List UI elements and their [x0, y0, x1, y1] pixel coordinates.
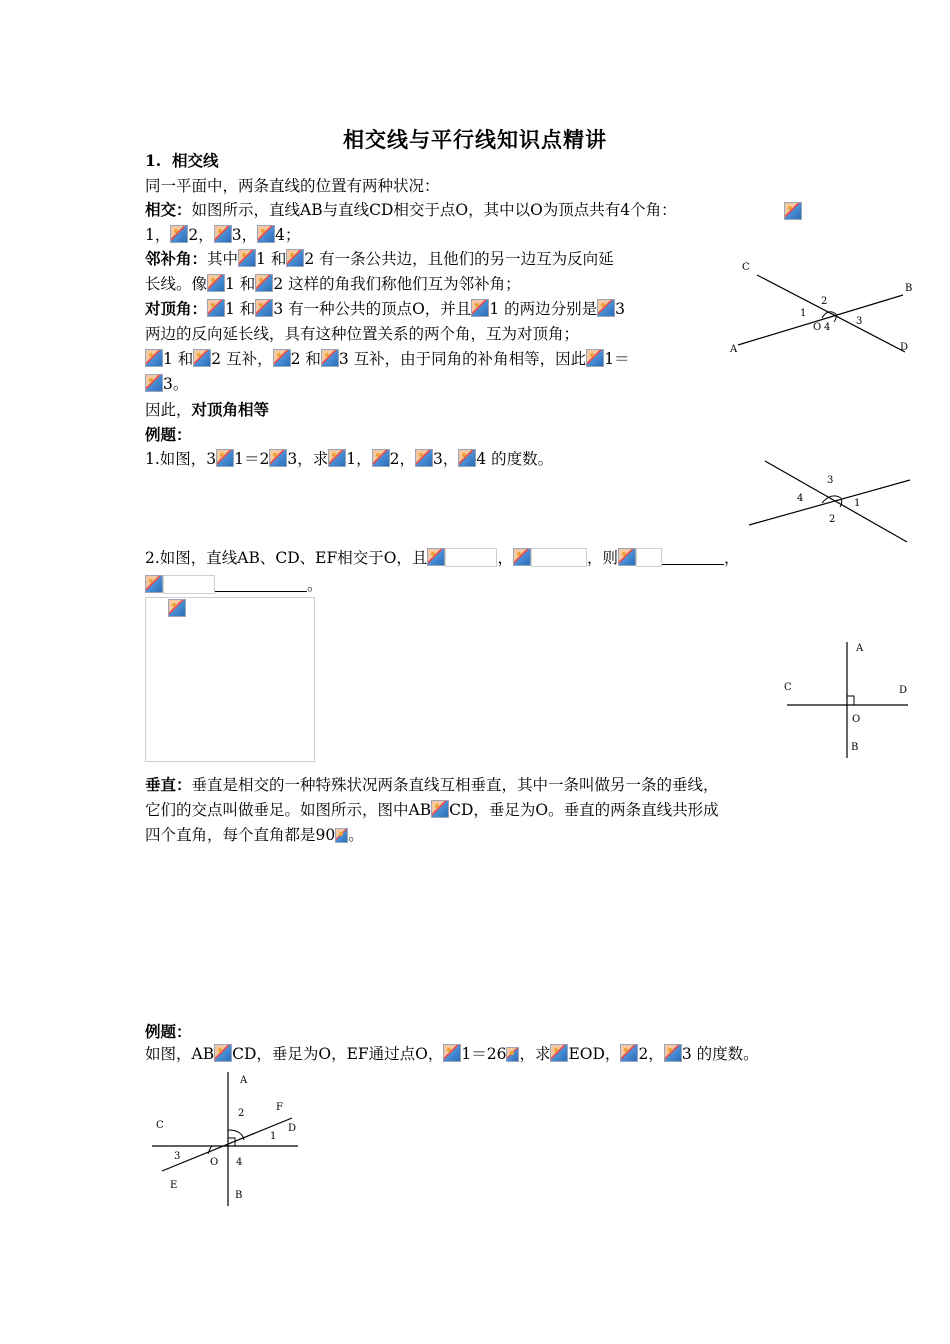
figure-example-1 [735, 455, 920, 550]
angle-symbol-icon [170, 225, 188, 243]
label-a: A [240, 1075, 248, 1086]
example-heading-3: 例题： [145, 1022, 192, 1041]
answer-blank [215, 591, 307, 592]
label-a: A [730, 344, 738, 355]
example-2-cont: 。 [145, 574, 323, 596]
angle-symbol-icon [255, 274, 273, 292]
angle-symbol-icon [458, 449, 476, 467]
figure-intersecting-lines [725, 255, 925, 365]
angle-symbol-icon [620, 1044, 638, 1062]
missing-figure-frame [145, 597, 315, 762]
intersect-text: 如图所示，直线AB与直线CD相交于点O，其中以O为顶点共有4个角： [191, 201, 677, 219]
angle-symbol-icon [207, 299, 225, 317]
perpendicular-definition-2: 它们的交点叫做垂足。如图所示，图中AB CD，垂足为O。垂直的两条直线共形成 [145, 801, 719, 819]
section-title: 相交线 [171, 151, 219, 170]
angle-symbol-icon [372, 449, 390, 467]
label-o: O [210, 1157, 219, 1168]
angle-label-4: 4 [824, 322, 831, 333]
vertical-definition-2: 两边的反向延长线，具有这种位置关系的两个角，互为对顶角； [145, 325, 580, 343]
angle-label-1: 1 [270, 1131, 277, 1142]
angle-symbol-icon [216, 449, 234, 467]
angle-symbol-icon [586, 349, 604, 367]
perpendicular-definition-3: 四个直角，每个直角都是90 。 [145, 826, 364, 844]
section-number: 1. [145, 151, 162, 170]
adjacent-label: 邻补角： [145, 249, 208, 268]
formula-box [163, 575, 215, 594]
angle-label-3: 3 [827, 475, 834, 486]
formula-box [636, 548, 662, 567]
figure-example-3 [150, 1068, 310, 1210]
angle-symbol-icon [145, 349, 163, 367]
angle-symbol-icon [145, 374, 163, 392]
missing-image-icon [784, 202, 802, 220]
angle-symbol-icon [273, 349, 291, 367]
adjacent-definition-2: 长线。像 1 和 2 这样的角我们称他们互为邻补角； [145, 275, 521, 293]
label-a: A [856, 643, 864, 654]
vertical-label: 对顶角： [145, 299, 208, 318]
label-d: D [900, 342, 909, 353]
angle-symbol-icon [664, 1044, 682, 1062]
intersect-label: 相交： [145, 200, 192, 219]
angle-label-3: 3 [174, 1151, 181, 1162]
degree-symbol-icon [335, 828, 348, 843]
angle-symbol-icon [257, 225, 275, 243]
label-c: C [742, 262, 750, 273]
angle-symbol-icon [286, 249, 304, 267]
angle-symbol-icon [328, 449, 346, 467]
perpendicular-symbol-icon [214, 1044, 232, 1062]
label-d: D [288, 1123, 297, 1134]
missing-image-icon [145, 575, 163, 593]
vertical-definition-1: 对顶角： 1 和 3 有一种公共的顶点O，并且 1 的两边分别是 3 [145, 299, 625, 318]
label-o: O [852, 714, 861, 725]
vertical-definition-3: 1 和 2 互补， 2 和 3 互补，由于同角的补角相等，因此 1＝ [145, 348, 630, 370]
label-c: C [784, 682, 792, 693]
angle-symbol-icon [471, 299, 489, 317]
label-o: O [813, 322, 822, 333]
formula-box [531, 548, 587, 567]
angle-symbol-icon [238, 249, 256, 267]
example-1: 1.如图，3 1＝2 3，求 1， 2， 3， 4 的度数。 [145, 450, 554, 468]
intersect-definition [145, 199, 677, 221]
angle-symbol-icon [550, 1044, 568, 1062]
formula-box [445, 548, 497, 567]
angle-symbol-icon [415, 449, 433, 467]
angle-symbol-icon [321, 349, 339, 367]
section-heading [145, 150, 219, 172]
degree-symbol-icon [506, 1047, 519, 1062]
perpendicular-definition-1: 垂直：垂直是相交的一种特殊状况两条直线互相垂直，其中一条叫做另一条的垂线， [145, 775, 719, 794]
answer-blank [662, 564, 724, 565]
missing-image-icon [513, 548, 531, 566]
angle-label-1: 1 [800, 308, 807, 319]
angle-label-4: 4 [236, 1157, 243, 1168]
label-e: E [170, 1180, 178, 1191]
label-b: B [235, 1190, 243, 1201]
label-f: F [276, 1102, 283, 1113]
conclusion: 因此，对顶角相等 [145, 400, 270, 419]
angle-label-1: 1 [854, 498, 861, 509]
angle-label-3: 3 [856, 316, 863, 327]
label-b: B [851, 742, 859, 753]
angle-symbol-icon [255, 299, 273, 317]
adjacent-definition-1: 邻补角：其中 1 和 2 有一条公共边，且他们的另一边互为反向延 [145, 249, 614, 268]
angle-symbol-icon [193, 349, 211, 367]
label-c: C [156, 1120, 164, 1131]
angle-label-2: 2 [238, 1108, 245, 1119]
perpendicular-label: 垂直： [145, 775, 192, 794]
angle-list: 1， 2， 3， 4； [145, 226, 301, 244]
angle-symbol-icon [207, 274, 225, 292]
label-d: D [899, 685, 908, 696]
intro-paragraph: 同一平面中，两条直线的位置有两种状况： [145, 177, 440, 195]
angle-symbol-icon [443, 1044, 461, 1062]
angle-label-4: 4 [797, 493, 804, 504]
angle-label-2: 2 [829, 514, 836, 525]
example-3: 如图，AB CD，垂足为O，EF通过点O， 1＝26 ，求 EOD， 2， 3 的度数。 [145, 1045, 759, 1063]
page-title: 相交线与平行线知识点精讲 [343, 127, 607, 152]
angle-label-2: 2 [821, 296, 828, 307]
angle-symbol-icon [214, 225, 232, 243]
vertical-definition-4: 3。 [145, 373, 188, 395]
perpendicular-symbol-icon [431, 800, 449, 818]
example-2: 2.如图，直线AB、CD、EF相交于O，且 ， ，则 ， [145, 549, 740, 567]
missing-image-icon [618, 548, 636, 566]
figure-perpendicular [780, 638, 915, 763]
angle-symbol-icon [269, 449, 287, 467]
conclusion-bold: 对顶角相等 [191, 400, 270, 419]
example-heading-1: 例题： [145, 425, 192, 444]
label-b: B [905, 283, 913, 294]
missing-image-icon [427, 548, 445, 566]
missing-image-icon [168, 599, 186, 617]
angle-symbol-icon [597, 299, 615, 317]
